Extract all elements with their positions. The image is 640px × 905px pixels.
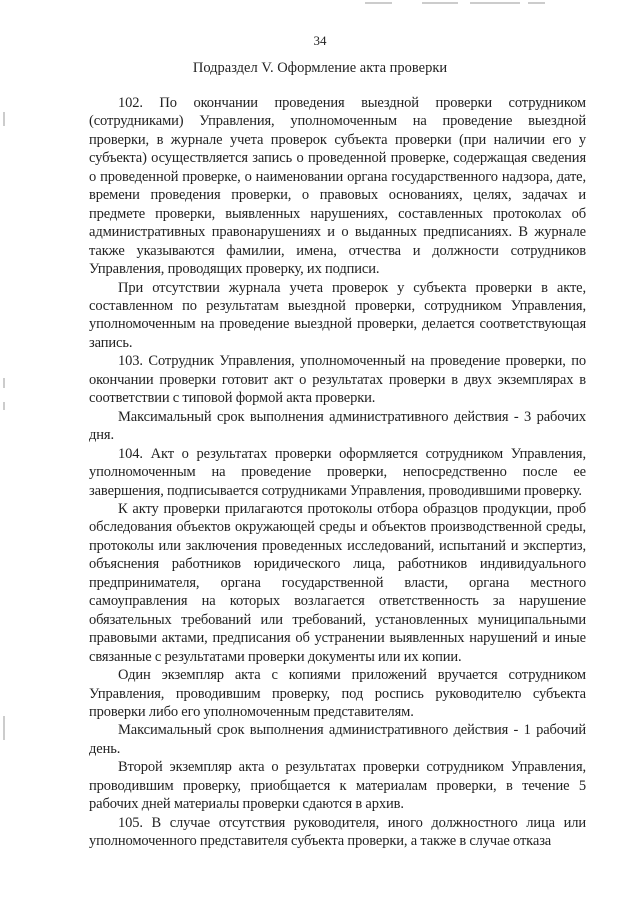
paragraph-max-term-1-day: Максимальный срок выполнения административного действия - 1 рабочий день. [89, 722, 586, 757]
paragraph-journal-absence: При отсутствии журнала учета проверок у субъекта проверки в акте, составленном по результатам выездной проверки, сотрудником Управления, уполномоченным на проведение выездной проверки, делается соответствующая запись. [89, 279, 586, 351]
paragraph-second-copy: Второй экземпляр акта о результатах проверки сотрудником Управления, проводившим проверку, приобщается к материалам проверки, в течение 5 рабочих дней материалы проверки сдаются в архив. [89, 759, 586, 813]
page-number: 34 [313, 33, 327, 48]
paragraph-103: 103. Сотрудник Управления, уполномоченный на проведение проверки, по окончании проверки готовит акт о результатах проверки в двух экземплярах в соответствии с типовой формой акта проверки. [89, 353, 586, 407]
document-body [89, 94, 586, 851]
paragraph-102: 102. По окончании проведения выездной проверки сотрудником (сотрудниками) Управления, уполномоченным на проведение выездной проверки, в журнале учета проверок субъекта проверки (при наличии его у субъекта) осуществляется запись о проведенной проверке, содержащая сведения о проведенной проверке, о наименовании органа государственного надзора, дате, времени проведения проверки, о правовых основаниях, целях, задачах и предмете проверки, выявленных нарушениях, составленных протоколах об административных правонарушениях и о выданных предписаниях. В журнале также указываются фамилии, имена, отчества и должности сотрудников Управления, проводящих проверку, их подписи. [89, 95, 586, 278]
paragraph-act-attachments: К акту проверки прилагаются протоколы отбора образцов продукции, проб обследования объектов окружающей среды и объектов производственной среды, протоколы или заключения проведенных исследований, испытаний и экспертиз, объяснения работников юридического лица, работников индивидуального предпринимателя, органа государственной власти, органа местного самоуправления на которых возлагается ответственность за нарушение обязательных требований или требований, установленных муниципальными правовыми актами, предписания об устранении выявленных нарушений и иные связанные с результатами проверки документы или их копии. [89, 500, 586, 665]
paragraph-104: 104. Акт о результатах проверки оформляется сотрудником Управления, уполномоченным на проведение проверки, непосредственно после ее завершения, подписывается сотрудниками Управления, проводившими проверку. [89, 445, 586, 499]
paragraph-first-copy: Один экземпляр акта с копиями приложений вручается сотрудником Управления, проводившим проверку, под роспись руководителю субъекта проверки либо его уполномоченным представителям. [89, 667, 586, 720]
section-title: Подраздел V. Оформление акта проверки [192, 60, 448, 76]
paragraph-105: 105. В случае отсутствия руководителя, иного должностного лица или уполномоченного представителя субъекта проверки, а также в случае отказа [89, 814, 586, 850]
paragraph-max-term-3-days: Максимальный срок выполнения административного действия - 3 рабочих дня. [89, 408, 586, 444]
